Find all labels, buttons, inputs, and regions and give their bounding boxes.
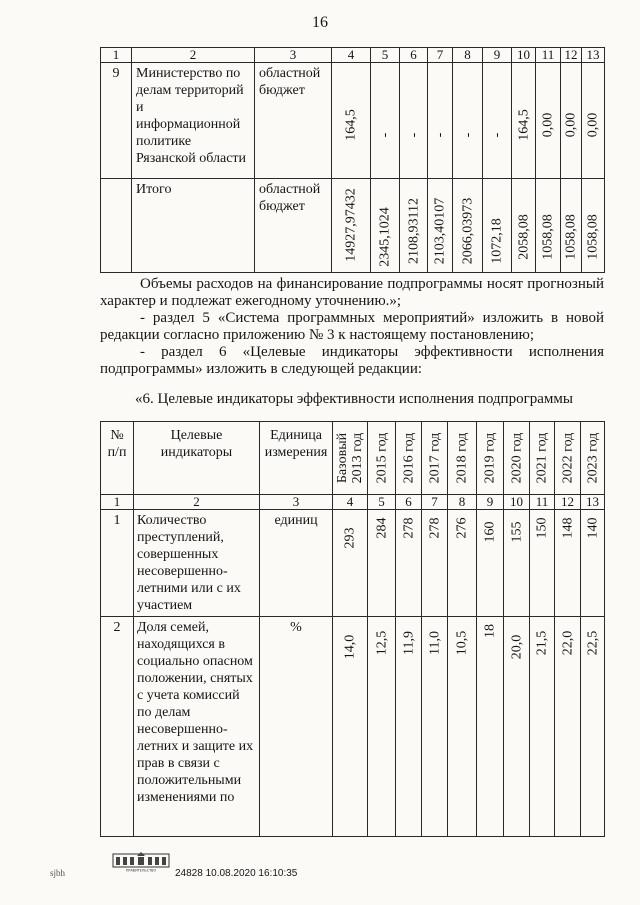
col-number: 7 xyxy=(422,495,448,510)
col-number: 12 xyxy=(561,48,582,63)
header-year xyxy=(448,422,477,495)
government-building-icon xyxy=(112,850,170,872)
value-text: 150 xyxy=(534,517,550,539)
header-unit: Единица измерения xyxy=(260,422,333,495)
row-number: 2 xyxy=(101,617,134,837)
value-cell xyxy=(581,510,605,617)
col-number: 2 xyxy=(132,48,255,63)
value-cell xyxy=(581,617,605,837)
value-text: - xyxy=(377,132,393,138)
row-number: 1 xyxy=(101,510,134,617)
value-text: - xyxy=(489,132,505,138)
value-cell xyxy=(371,179,400,273)
value-text: 140 xyxy=(585,517,600,539)
value-text: 0,00 xyxy=(563,112,579,138)
col-number: 1 xyxy=(101,495,134,510)
value-cell xyxy=(483,179,512,273)
value-text: 284 xyxy=(374,517,389,539)
row-number: 9 xyxy=(101,63,132,179)
header-year xyxy=(333,422,368,495)
value-text: 14927,97432 xyxy=(343,188,359,262)
value-cell xyxy=(504,617,530,837)
registration-stamp: 24828 10.08.2020 16:10:35 xyxy=(175,868,298,879)
col-number: 4 xyxy=(332,48,371,63)
column-number-row xyxy=(101,495,605,510)
value-cell xyxy=(368,617,396,837)
header-year xyxy=(581,422,605,495)
value-cell xyxy=(396,617,422,837)
value-text: 1058,08 xyxy=(585,214,601,260)
value-text: 11,9 xyxy=(401,631,416,655)
col-number: 13 xyxy=(582,48,605,63)
col-number: 11 xyxy=(536,48,561,63)
col-number: 2 xyxy=(134,495,260,510)
value-cell xyxy=(555,617,581,837)
row-unit: единиц xyxy=(260,510,333,617)
value-text: 148 xyxy=(560,517,575,539)
value-cell xyxy=(530,617,555,837)
col-number: 4 xyxy=(333,495,368,510)
row-source: областной бюджет xyxy=(255,63,332,179)
value-cell xyxy=(582,63,605,179)
value-cell xyxy=(428,179,453,273)
value-cell xyxy=(371,63,400,179)
header-year xyxy=(530,422,555,495)
table-row xyxy=(101,179,605,273)
value-text: 2066,03973 xyxy=(460,197,475,265)
page-number: 16 xyxy=(312,14,328,31)
value-text: 2058,08 xyxy=(516,214,531,260)
header-year xyxy=(422,422,448,495)
value-cell xyxy=(333,510,368,617)
header-year-text: 2022 год xyxy=(560,432,575,484)
row-name: Итого xyxy=(132,179,255,273)
header-year-text: 2020 год xyxy=(509,432,524,484)
value-cell xyxy=(536,179,561,273)
paragraph-financing: Объемы расходов на финансирование подпрограммы носят прогнозный характер и подлежат ежегодному уточнению.»; xyxy=(100,276,604,309)
value-text: - xyxy=(406,132,421,138)
value-cell xyxy=(332,179,371,273)
value-cell xyxy=(512,179,536,273)
value-cell xyxy=(561,63,582,179)
header-year xyxy=(396,422,422,495)
value-cell xyxy=(477,510,504,617)
header-year-text: Базовый 2013 год xyxy=(335,432,365,484)
table-row xyxy=(101,510,605,617)
value-text: - xyxy=(460,132,475,138)
row-name: Министерство по делам территорий и информационной политике Рязанской области xyxy=(132,63,255,179)
value-text: 14,0 xyxy=(342,634,358,660)
value-text: 160 xyxy=(482,521,498,543)
table-row xyxy=(101,63,605,179)
value-text: 2108,93112 xyxy=(406,198,421,264)
header-year-text: 2018 год xyxy=(454,432,470,484)
col-number: 8 xyxy=(448,495,477,510)
value-text: 21,5 xyxy=(534,630,550,656)
value-cell xyxy=(530,510,555,617)
table-row xyxy=(101,617,605,837)
indicators-table xyxy=(100,421,605,837)
value-text: 10,5 xyxy=(454,630,470,656)
col-number: 10 xyxy=(512,48,536,63)
col-number: 3 xyxy=(255,48,332,63)
header-num: № п/п xyxy=(101,422,134,495)
value-cell xyxy=(448,617,477,837)
value-text: 0,00 xyxy=(540,112,556,138)
header-year-text: 2021 год xyxy=(534,432,550,484)
column-number-row xyxy=(101,48,605,63)
col-number: 5 xyxy=(368,495,396,510)
value-text: 1058,08 xyxy=(540,214,556,260)
value-cell xyxy=(400,63,428,179)
value-text: 20,0 xyxy=(509,634,524,660)
value-cell xyxy=(582,179,605,273)
row-indicator: Количество преступлений, совершенных несовершенно-летними или с их участием xyxy=(134,510,260,617)
value-text: 22,5 xyxy=(585,630,600,656)
col-number: 9 xyxy=(483,48,512,63)
value-cell xyxy=(400,179,428,273)
value-text: 293 xyxy=(342,527,358,549)
value-text: 278 xyxy=(401,517,416,539)
row-source: областной бюджет xyxy=(255,179,332,273)
value-cell xyxy=(512,63,536,179)
header-year-text: 2019 год xyxy=(482,432,498,484)
footer-logo xyxy=(112,850,170,877)
value-cell xyxy=(333,617,368,837)
value-cell xyxy=(561,179,582,273)
paragraph-section5: - раздел 5 «Система программных мероприятий» изложить в новой редакции согласно приложению № 3 к настоящему постановлению; xyxy=(100,310,604,343)
header-year xyxy=(504,422,530,495)
value-cell xyxy=(536,63,561,179)
value-cell xyxy=(332,63,371,179)
value-cell xyxy=(453,63,483,179)
col-number: 7 xyxy=(428,48,453,63)
col-number: 6 xyxy=(396,495,422,510)
value-text: 0,00 xyxy=(585,112,601,138)
value-text: 2345,1024 xyxy=(377,207,393,267)
col-number: 3 xyxy=(260,495,333,510)
value-text: 1058,08 xyxy=(563,214,579,260)
value-cell xyxy=(396,510,422,617)
value-cell xyxy=(428,63,453,179)
logo-caption: ПРАВИТЕЛЬСТВО xyxy=(125,868,157,872)
header-row xyxy=(101,422,605,495)
row-unit: % xyxy=(260,617,333,837)
value-cell xyxy=(368,510,396,617)
value-text: 164,5 xyxy=(343,109,359,141)
value-text: 11,0 xyxy=(427,631,442,655)
col-number: 6 xyxy=(400,48,428,63)
value-cell xyxy=(483,63,512,179)
expenses-table xyxy=(100,47,605,273)
col-number: 12 xyxy=(555,495,581,510)
value-cell xyxy=(453,179,483,273)
value-cell xyxy=(555,510,581,617)
col-number: 11 xyxy=(530,495,555,510)
col-number: 1 xyxy=(101,48,132,63)
col-number: 5 xyxy=(371,48,400,63)
header-year-text: 2015 год xyxy=(374,432,389,484)
header-year xyxy=(555,422,581,495)
header-year xyxy=(368,422,396,495)
value-cell xyxy=(477,617,504,837)
col-number: 13 xyxy=(581,495,605,510)
value-text: 278 xyxy=(427,517,442,539)
col-number: 10 xyxy=(504,495,530,510)
value-text: 2103,40107 xyxy=(432,197,448,265)
col-number: 8 xyxy=(453,48,483,63)
value-text: - xyxy=(432,132,448,138)
row-indicator: Доля семей, находящихся в социально опасном положении, снятых с учета комиссий по делам несовершенно-летних и защите их прав в связи с положительными изменениями по xyxy=(134,617,260,837)
value-text: 12,5 xyxy=(374,630,389,656)
header-year-text: 2023 год xyxy=(585,432,600,484)
value-text: 155 xyxy=(509,521,524,543)
header-year xyxy=(477,422,504,495)
value-cell xyxy=(422,617,448,837)
value-text: 22,0 xyxy=(560,630,575,656)
header-year-text: 2017 год xyxy=(427,432,442,484)
value-text: 276 xyxy=(454,517,470,539)
col-number: 9 xyxy=(477,495,504,510)
value-cell xyxy=(448,510,477,617)
value-text: 1072,18 xyxy=(489,218,505,264)
value-cell xyxy=(504,510,530,617)
section-heading: «6. Целевые индикаторы эффективности исполнения подпрограммы xyxy=(135,391,573,407)
value-cell xyxy=(422,510,448,617)
header-year-text: 2016 год xyxy=(401,432,416,484)
header-indicator: Целевые индикаторы xyxy=(134,422,260,495)
value-text: 18 xyxy=(482,624,498,638)
row-number xyxy=(101,179,132,273)
handwritten-mark: sjbh xyxy=(50,868,66,878)
value-text: 164,5 xyxy=(516,109,531,141)
paragraph-section6: - раздел 6 «Целевые индикаторы эффективности исполнения подпрограммы» изложить в следующей редакции: xyxy=(100,344,604,377)
